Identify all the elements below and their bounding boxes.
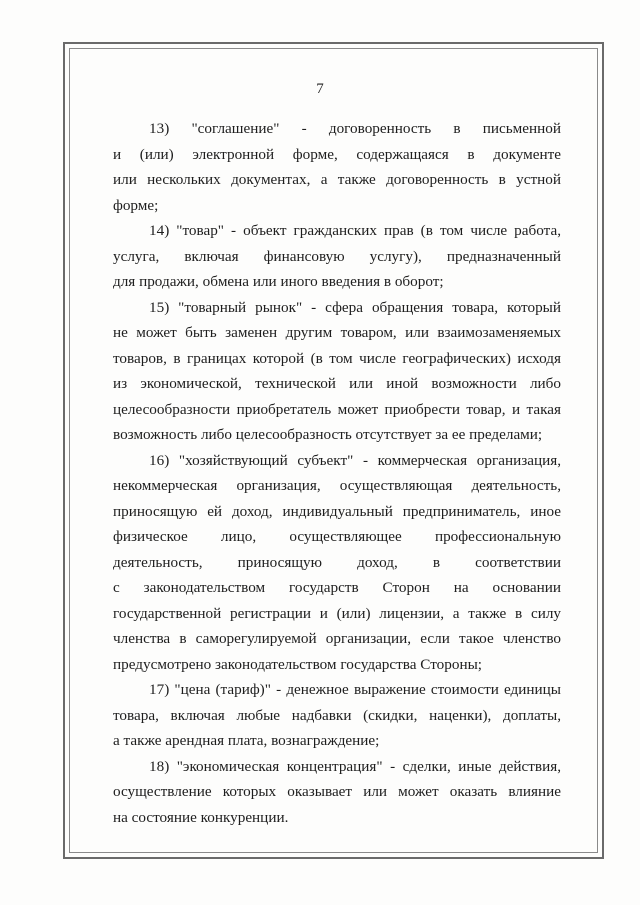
text-line: а также арендная плата, вознаграждение; — [113, 732, 380, 749]
paragraph-15 — [113, 295, 561, 448]
text-line: для продажи, обмена или иного введения в оборот; — [113, 273, 444, 290]
text-line: товаров, в границах которой (в том числе географических) исходя — [113, 349, 561, 367]
text-line: государственной регистрации и (или) лицензии, а также в силу — [113, 604, 561, 622]
text-line: 16) "хозяйствующий субъект" - коммерческая организация, — [149, 451, 561, 469]
text-line: целесообразности приобретатель может приобрести товар, и такая — [113, 400, 561, 418]
paragraph-14 — [113, 218, 561, 295]
paragraph-16 — [113, 448, 561, 678]
text-line: деятельность, приносящую доход, в соответствии — [113, 553, 561, 571]
text-line: 14) "товар" - объект гражданских прав (в том числе работа, — [149, 222, 561, 239]
text-line: приносящую ей доход, индивидуальный предприниматель, иное — [113, 502, 561, 520]
text-line: некоммерческая организация, осуществляющая деятельность, — [113, 477, 561, 494]
text-line: из экономической, технической или иной возможности либо — [113, 375, 561, 392]
text-line: членства в саморегулируемой организации, если такое членство — [113, 630, 561, 647]
text-line: на состояние конкуренции. — [113, 808, 289, 826]
text-line: или нескольких документах, а также договоренность в устной форме; — [113, 171, 561, 214]
paragraph-17 — [113, 677, 561, 754]
text-line: предусмотрено законодательством государства Стороны; — [113, 655, 482, 673]
document-body — [113, 116, 561, 830]
text-line: с законодательством государств Сторон на основании — [113, 579, 561, 596]
text-line: физическое лицо, осуществляющее профессиональную — [113, 528, 561, 545]
text-line: 17) "цена (тариф)" - денежное выражение стоимости единицы — [149, 681, 561, 698]
text-line: 18) "экономическая концентрация" - сделки, иные действия, — [149, 757, 561, 775]
text-line: 15) "товарный рынок" - сфера обращения товара, который — [149, 298, 561, 316]
text-line: 13) "соглашение" - договоренность в письменной — [149, 120, 561, 137]
text-line: осуществление которых оказывает или может оказать влияние — [113, 783, 561, 800]
text-line: не может быть заменен другим товаром, или взаимозаменяемых — [113, 324, 561, 341]
page-number: 7 — [316, 81, 324, 97]
paragraph-18 — [113, 754, 561, 831]
text-line: услуга, включая финансовую услугу), предназначенный — [113, 247, 561, 265]
text-line: товара, включая любые надбавки (скидки, наценки), доплаты, — [113, 706, 561, 724]
text-line: и (или) электронной форме, содержащаяся в документе — [113, 145, 561, 163]
paragraph-13 — [113, 116, 561, 218]
text-line: возможность либо целесообразность отсутствует за ее пределами; — [113, 426, 543, 443]
